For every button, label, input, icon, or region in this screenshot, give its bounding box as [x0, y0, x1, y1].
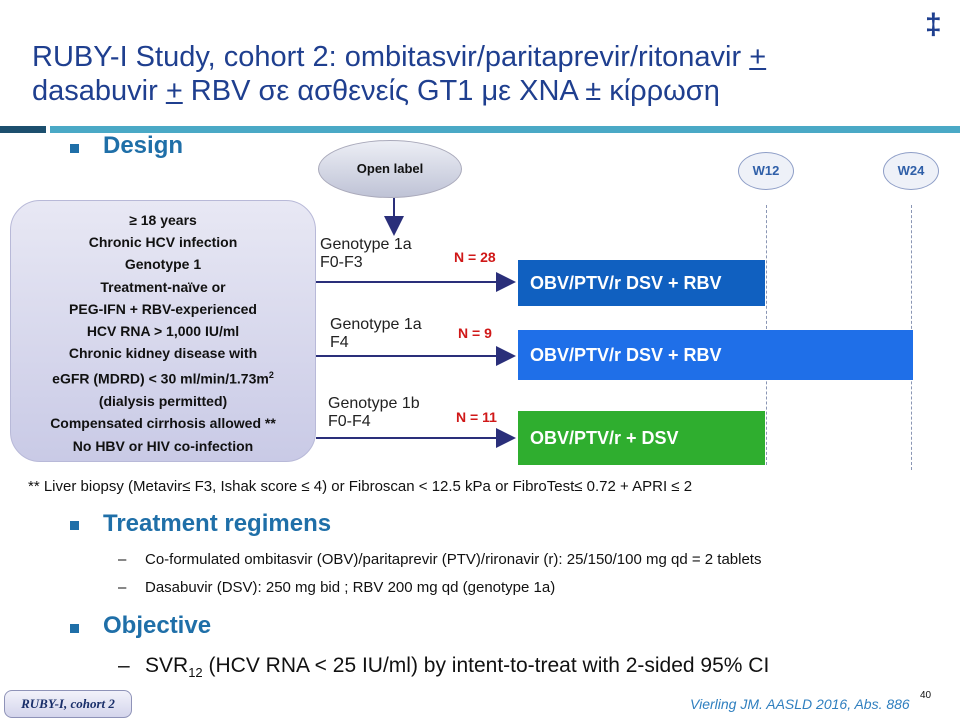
- criteria-item: Chronic HCV infection: [88, 234, 238, 251]
- egfr-text: eGFR (MDRD) < 30 ml/min/1.73m: [52, 371, 269, 388]
- design-heading: Design: [103, 132, 184, 159]
- treatment-heading: Treatment regimens: [103, 510, 332, 537]
- criteria-item: (dialysis permitted): [98, 393, 228, 410]
- study-tag: RUBY-I, cohort 2: [4, 690, 132, 718]
- title-text-3: RBV σε ασθενείς GT1 με ΧΝΑ ± κίρρωση: [182, 75, 720, 107]
- page-number: 40: [920, 690, 932, 701]
- objective-item: [145, 654, 769, 680]
- criteria-item: HCV RNA > 1,000 IU/ml: [86, 323, 240, 340]
- fibrosis-footnote: ** Liver biopsy (Metavir≤ F3, Ishak score ≤ 4) or Fibroscan < 12.5 kPa or FibroTest≤ 0.72 + APRI ≤ 2: [28, 478, 693, 495]
- criteria-item: ≥ 18 years: [129, 212, 197, 228]
- criteria-item: Chronic kidney disease with: [68, 345, 258, 362]
- citation: Vierling JM. AASLD 2016, Abs. 886: [690, 696, 910, 712]
- title-text-2: dasabuvir: [32, 75, 166, 107]
- criteria-item: Compensated cirrhosis allowed **: [50, 415, 276, 432]
- arm1-fibrosis: F0-F3: [320, 254, 363, 271]
- dagger-mark: ‡: [925, 8, 942, 41]
- arm2-genotype-label: [330, 316, 422, 352]
- arm2-regimen-bar: OBV/PTV/r DSV + RBV: [518, 330, 913, 380]
- arm1-genotype-label: [320, 236, 412, 272]
- arm2-fibrosis: F4: [330, 334, 349, 351]
- treatment-dash: –: [118, 551, 127, 568]
- arm1-genotype: Genotype 1a: [320, 236, 412, 253]
- title-plus-2: +: [165, 75, 183, 107]
- inclusion-criteria-box: [10, 200, 316, 462]
- arm3-fibrosis: F0-F4: [328, 413, 371, 430]
- egfr-superscript: 2: [268, 370, 274, 381]
- arm3-genotype: Genotype 1b: [328, 395, 420, 412]
- open-label-ellipse: Open label: [318, 140, 462, 198]
- objective-text: (HCV RNA < 25 IU/ml) by intent-to-treat with 2-sided 95% CI: [202, 654, 770, 677]
- arm2-n-count: N = 9: [458, 325, 492, 341]
- treatment-bullet: [70, 521, 79, 530]
- objective-heading: Objective: [103, 612, 212, 639]
- treatment-dash: –: [118, 579, 127, 596]
- arm1-n-count: N = 28: [454, 249, 496, 265]
- arm2-genotype: Genotype 1a: [330, 316, 422, 333]
- arm3-n-count: N = 11: [456, 409, 497, 425]
- arm1-regimen-bar: OBV/PTV/r DSV + RBV: [518, 260, 765, 306]
- criteria-item: Treatment-naïve or: [100, 278, 226, 295]
- objective-bullet: [70, 624, 79, 633]
- title-text-1: RUBY-I Study, cohort 2: ombitasvir/paritaprevir/ritonavir: [32, 41, 750, 73]
- criteria-item: No HBV or HIV co-infection: [72, 437, 254, 454]
- objective-dash: –: [118, 654, 130, 677]
- treatment-item-2: Dasabuvir (DSV): 250 mg bid ; RBV 200 mg qd (genotype 1a): [145, 579, 556, 596]
- title-plus-1: +: [749, 41, 767, 73]
- objective-svr: SVR: [145, 654, 189, 677]
- week-24-marker: W24: [883, 152, 939, 190]
- treatment-item-1: Co-formulated ombitasvir (OBV)/paritaprevir (PTV)/rironavir (r): 25/150/100 mg qd = 2 tablets: [145, 551, 762, 568]
- criteria-item: PEG-IFN + RBV-experienced: [69, 300, 257, 317]
- week-12-marker: W12: [738, 152, 794, 190]
- arm3-regimen-bar: OBV/PTV/r + DSV: [518, 411, 765, 465]
- criteria-item: Genotype 1: [124, 256, 202, 273]
- arm3-genotype-label: [328, 395, 420, 431]
- criteria-item-egfr: [11, 364, 315, 390]
- objective-svr-subscript: 12: [188, 665, 203, 681]
